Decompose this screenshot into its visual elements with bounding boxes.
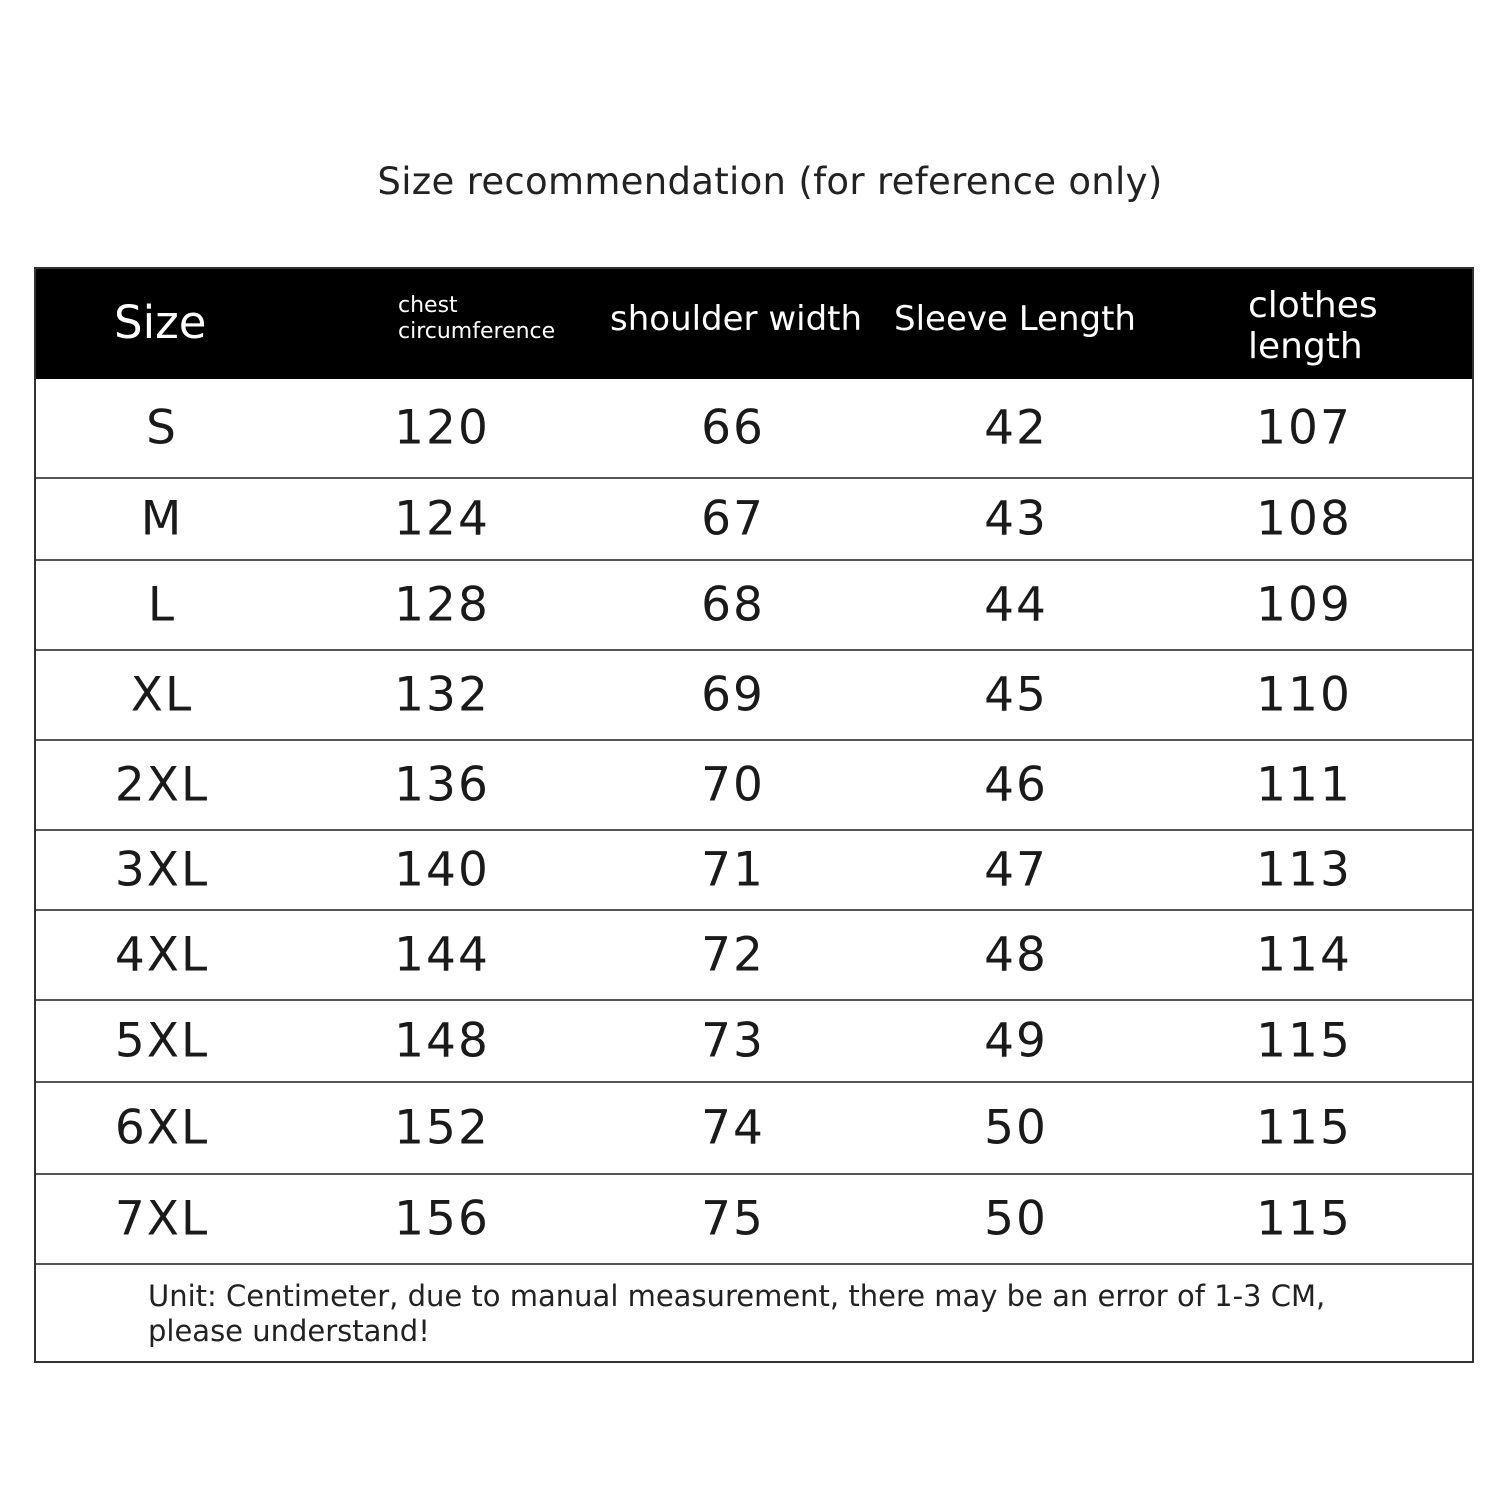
measurement-cell: 148 [394,1013,490,1069]
table-row [36,1001,1472,1083]
measurement-cell: 120 [394,400,490,456]
measurement-cell: 50 [984,1100,1048,1156]
size-label-cell: XL [130,667,194,723]
header-chest-circumference: chest circumference [398,293,556,344]
size-label-cell: 2XL [114,757,210,813]
size-label-cell: 6XL [114,1100,210,1156]
measurement-cell: 110 [1256,667,1352,723]
measurement-cell: 68 [701,577,765,633]
measurement-cell: 124 [394,491,490,547]
measurement-cell: 128 [394,577,490,633]
measurement-cell: 115 [1256,1191,1352,1247]
measurement-cell: 48 [984,927,1048,983]
table-row [36,1083,1472,1175]
size-label-cell: 3XL [114,842,210,898]
measurement-cell: 111 [1256,757,1352,813]
measurement-cell: 67 [701,491,765,547]
measurement-cell: 70 [701,757,765,813]
measurement-cell: 140 [394,842,490,898]
measurement-cell: 47 [984,842,1048,898]
size-label-cell: L [147,577,177,633]
size-label-cell: 7XL [114,1191,210,1247]
measurement-cell: 156 [394,1191,490,1247]
header-clothes-length: clothes length [1248,285,1378,367]
size-label-cell: S [146,400,178,456]
measurement-cell: 46 [984,757,1048,813]
measurement-cell: 49 [984,1013,1048,1069]
table-row [36,379,1472,479]
table-header [36,269,1472,379]
measurement-cell: 115 [1256,1100,1352,1156]
measurement-cell: 136 [394,757,490,813]
chart-title: Size recommendation (for reference only) [377,160,1163,203]
measurement-cell: 71 [701,842,765,898]
size-label-cell: 5XL [114,1013,210,1069]
size-label-cell: 4XL [114,927,210,983]
measurement-cell: 43 [984,491,1048,547]
footnote: Unit: Centimeter, due to manual measurement, there may be an error of 1-3 CM, please understand! [148,1279,1326,1348]
header-shoulder-width: shoulder width [610,299,863,339]
measurement-cell: 50 [984,1191,1048,1247]
measurement-cell: 113 [1256,842,1352,898]
measurement-cell: 114 [1256,927,1352,983]
table-row [36,741,1472,831]
table-row [36,651,1472,741]
table-row [36,911,1472,1001]
measurement-cell: 73 [701,1013,765,1069]
measurement-cell: 144 [394,927,490,983]
measurement-cell: 66 [701,400,765,456]
table-row [36,1175,1472,1265]
measurement-cell: 45 [984,667,1048,723]
measurement-cell: 109 [1256,577,1352,633]
measurement-cell: 74 [701,1100,765,1156]
measurement-cell: 72 [701,927,765,983]
measurement-cell: 107 [1256,400,1352,456]
header-sleeve-length: Sleeve Length [894,299,1136,339]
measurement-cell: 108 [1256,491,1352,547]
measurement-cell: 152 [394,1100,490,1156]
table-row [36,561,1472,651]
measurement-cell: 115 [1256,1013,1352,1069]
table-row [36,831,1472,911]
size-label-cell: M [140,491,184,547]
measurement-cell: 44 [984,577,1048,633]
size-chart [34,267,1474,1363]
measurement-cell: 69 [701,667,765,723]
table-row [36,479,1472,561]
header-size: Size [114,296,207,349]
measurement-cell: 132 [394,667,490,723]
measurement-cell: 75 [701,1191,765,1247]
measurement-cell: 42 [984,400,1048,456]
